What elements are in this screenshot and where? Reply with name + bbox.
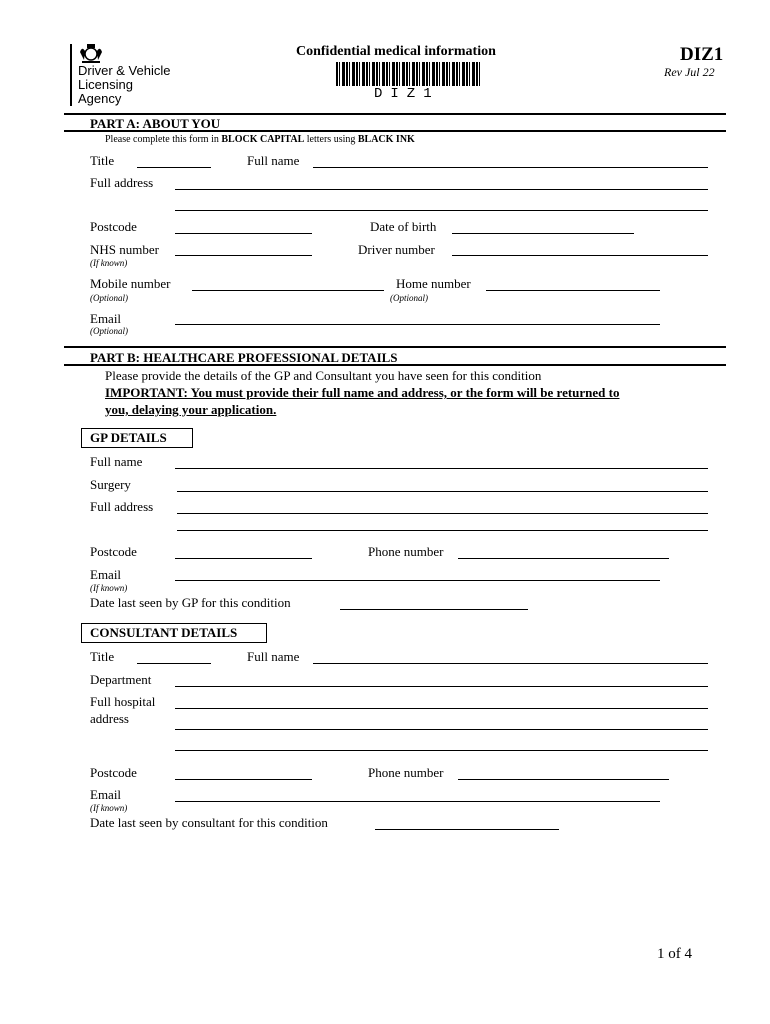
mobile-number-label: Mobile number (90, 276, 171, 291)
consultant-full-name-label: Full name (247, 649, 300, 664)
consultant-postcode-label: Postcode (90, 765, 137, 780)
consultant-full-name-field[interactable] (313, 663, 708, 664)
dob-field[interactable] (452, 233, 634, 234)
consultant-phone-label: Phone number (368, 765, 444, 780)
email-note: (Optional) (90, 326, 128, 336)
consultant-postcode-field[interactable] (175, 779, 312, 780)
instruction-bold-capital: BLOCK CAPITAL (221, 134, 305, 145)
gp-full-name-label: Full name (90, 454, 143, 469)
consultant-date-last-seen-field[interactable] (375, 829, 559, 830)
postcode-field[interactable] (175, 233, 312, 234)
gp-phone-field[interactable] (458, 558, 669, 559)
part-a-heading: PART A: ABOUT YOU (90, 116, 221, 131)
consultant-title-label: Title (90, 649, 115, 664)
logo-divider (70, 44, 72, 106)
consultant-hospital-label-line2: address (90, 711, 129, 726)
consultant-date-last-seen-label: Date last seen by consultant for this condition (90, 815, 328, 830)
agency-name-line2: Licensing (78, 77, 133, 92)
nhs-number-note: (If known) (90, 258, 128, 268)
gp-date-last-seen-field[interactable] (340, 609, 528, 610)
consultant-hospital-field-line3[interactable] (175, 750, 708, 751)
consultant-email-note: (If known) (90, 803, 128, 813)
nhs-number-field[interactable] (175, 255, 312, 256)
consultant-department-field[interactable] (175, 686, 708, 687)
instruction-text-mid: letters using (304, 134, 358, 145)
home-number-note: (Optional) (390, 293, 428, 303)
postcode-label: Postcode (90, 219, 137, 234)
full-name-field[interactable] (313, 167, 708, 168)
consultant-title-field[interactable] (137, 663, 211, 664)
part-b-intro: Please provide the details of the GP and Consultant you have seen for this condition (105, 368, 542, 383)
part-b-heading-rule (64, 364, 726, 366)
part-a-instruction (105, 134, 415, 145)
form-title: Confidential medical information (296, 44, 496, 59)
dob-label: Date of birth (370, 219, 437, 234)
consultant-email-field[interactable] (175, 801, 660, 802)
consultant-phone-field[interactable] (458, 779, 669, 780)
consultant-details-heading: CONSULTANT DETAILS (81, 623, 267, 643)
consultant-department-label: Department (90, 672, 152, 687)
email-field[interactable] (175, 324, 660, 325)
barcode (336, 62, 480, 86)
mobile-number-field[interactable] (192, 290, 384, 291)
part-b-heading: PART B: HEALTHCARE PROFESSIONAL DETAILS (90, 350, 398, 365)
form-revision: Rev Jul 22 (664, 65, 715, 79)
full-address-field-line2[interactable] (175, 210, 708, 211)
gp-email-label: Email (90, 567, 122, 582)
consultant-hospital-field-line1[interactable] (175, 708, 708, 709)
gp-phone-label: Phone number (368, 544, 444, 559)
agency-logo-text (78, 64, 170, 106)
consultant-hospital-field-line2[interactable] (175, 729, 708, 730)
gp-email-note: (If known) (90, 583, 128, 593)
important-notice-line2: you, delaying your application. (105, 402, 277, 417)
consultant-hospital-label-line1: Full hospital (90, 694, 156, 709)
gp-surgery-label: Surgery (90, 477, 131, 492)
gp-postcode-label: Postcode (90, 544, 137, 559)
title-label: Title (90, 153, 115, 168)
title-field[interactable] (137, 167, 211, 168)
barcode-text: DIZ1 (374, 86, 440, 102)
gp-full-address-field-line2[interactable] (177, 530, 708, 531)
gp-postcode-field[interactable] (175, 558, 312, 559)
royal-crest-icon (78, 42, 104, 64)
instruction-bold-ink: BLACK INK (357, 134, 415, 145)
gp-details-heading: GP DETAILS (81, 428, 193, 448)
part-b-top-rule (64, 346, 726, 348)
gp-email-field[interactable] (175, 580, 660, 581)
full-name-label: Full name (247, 153, 300, 168)
nhs-number-label: NHS number (90, 242, 159, 257)
consultant-email-label: Email (90, 787, 122, 802)
page-number: 1 of 4 (657, 946, 692, 962)
agency-name-line1: Driver & Vehicle (78, 63, 171, 78)
full-address-field-line1[interactable] (175, 189, 708, 190)
driver-number-label: Driver number (358, 242, 435, 257)
gp-full-name-field[interactable] (175, 468, 708, 469)
mobile-number-note: (Optional) (90, 293, 128, 303)
part-a-heading-rule (64, 130, 726, 132)
important-notice-line1: IMPORTANT: You must provide their full name and address, or the form will be returned to (105, 385, 620, 400)
home-number-field[interactable] (486, 290, 660, 291)
email-label: Email (90, 311, 122, 326)
part-a-top-rule (64, 113, 726, 115)
gp-full-address-field-line1[interactable] (177, 513, 708, 514)
form-code: DIZ1 (680, 44, 724, 65)
instruction-text: Please complete this form in (105, 134, 222, 145)
gp-surgery-field[interactable] (177, 491, 708, 492)
agency-name-line3: Agency (78, 91, 122, 106)
home-number-label: Home number (396, 276, 471, 291)
gp-date-last-seen-label: Date last seen by GP for this condition (90, 595, 291, 610)
full-address-label: Full address (90, 175, 154, 190)
important-notice (105, 384, 705, 418)
gp-full-address-label: Full address (90, 499, 154, 514)
driver-number-field[interactable] (452, 255, 708, 256)
